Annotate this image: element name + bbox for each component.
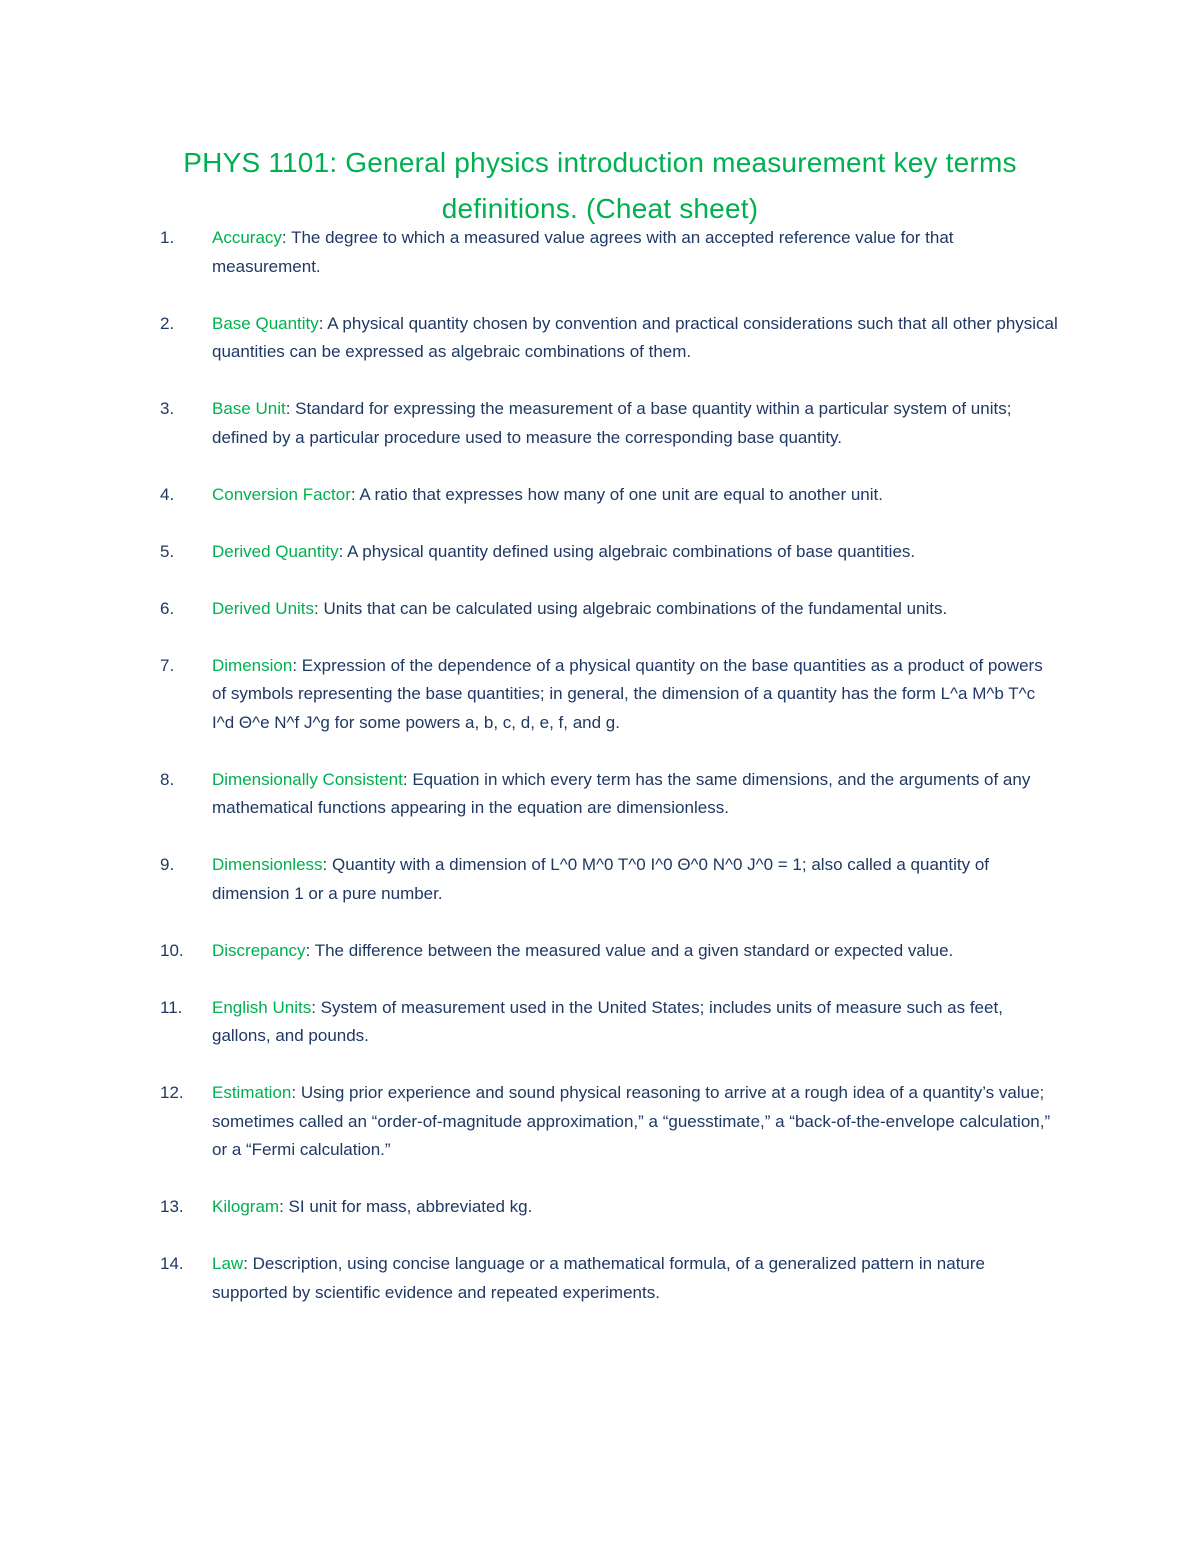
term-item-kilogram: 13. Kilogram: SI unit for mass, abbreviated kg. [160,1193,1060,1222]
term-definition: Using prior experience and sound physical reasoning to arrive at a rough idea of a quantity’s value; sometimes called an “order-of-magnitude approximation,” a “guesstimate,” a “back-of-the-envelope calculation,” or a “Fermi calculation.” [212,1083,1051,1159]
term-name: Dimensionally Consistent [212,769,403,789]
term-name: Derived Quantity [212,541,339,561]
term-definition: Expression of the dependence of a physical quantity on the base quantities as a product of powers of symbols representing the base quantities; in general, the dimension of a quantity has the form L^a M^b T^c I^d Θ^e N^f J^g for some powers a, b, c, d, e, f, and g. [212,655,1043,732]
term-number: 8. [160,769,175,789]
term-item-base-unit: 3. Base Unit: Standard for expressing the measurement of a base quantity within a particular system of units; defined by a particular procedure used to measure the corresponding base quantity. [160,395,1060,452]
term-name: Dimension [212,655,293,675]
term-number: 14. [160,1254,184,1273]
term-definition: Equation in which every term has the same dimensions, and the arguments of any mathematical functions appearing in the equation are dimensionless. [212,769,1031,817]
term-name: Base Unit [212,399,286,418]
term-name: Dimensionless [212,855,323,874]
term-item-accuracy: 1. Accuracy: The degree to which a measured value agrees with an accepted reference value for that measurement. [160,224,1060,281]
term-name: Kilogram [212,1197,280,1216]
term-definition: Standard for expressing the measurement of a base quantity within a particular system of units; defined by a particular procedure used to measure the corresponding base quantity. [212,399,1012,447]
term-name: Law [212,1254,244,1273]
term-list [160,224,1060,1336]
term-item-derived-quantity: 5. Derived Quantity: A physical quantity defined using algebraic combinations of base quantities. [160,538,1060,567]
term-name: Base Quantity [212,313,319,333]
term-definition: A physical quantity defined using algebraic combinations of base quantities. [343,541,916,561]
term-number: 2. [160,313,175,333]
term-name: Derived Units [212,598,315,618]
term-item-dimensionless: 9. Dimensionless: Quantity with a dimension of L^0 M^0 T^0 I^0 Θ^0 N^0 J^0 = 1; also called a quantity of dimension 1 or a pure number. [160,851,1060,908]
term-number: 13. [160,1197,184,1216]
term-number: 5. [160,541,175,561]
term-name: Conversion Factor [212,484,351,504]
term-number: 1. [160,228,175,247]
term-item-derived-units: 6. Derived Units: Units that can be calculated using algebraic combinations of the fundamental units. [160,595,1060,624]
term-number: 11. [160,997,183,1017]
term-number: 9. [160,855,175,874]
term-item-dimensionally-consistent: 8. Dimensionally Consistent: Equation in which every term has the same dimensions, and the arguments of any mathematical functions appearing in the equation are dimensionless. [160,766,1060,823]
term-name: Estimation [212,1083,292,1102]
term-item-base-quantity: 2. Base Quantity: A physical quantity chosen by convention and practical considerations such that all other physical quantities can be expressed as algebraic combinations of them. [160,310,1060,367]
term-definition: The difference between the measured value and a given standard or expected value. [310,940,954,960]
term-name: English Units [212,997,312,1017]
term-definition: A physical quantity chosen by convention and practical considerations such that all other physical quantities can be expressed as algebraic combinations of them. [212,313,1058,361]
document-title: PHYS 1101: General physics introduction measurement key terms definitions. (Cheat sheet) [183,147,1017,224]
term-definition: Units that can be calculated using algebraic combinations of the fundamental units. [318,598,948,618]
term-number: 7. [160,655,175,675]
term-definition: System of measurement used in the United States; includes units of measure such as feet, gallons, and pounds. [212,997,1003,1045]
term-number: 12. [160,1083,184,1102]
term-item-discrepancy: 10. Discrepancy: The difference between the measured value and a given standard or expected value. [160,937,1060,966]
term-definition: A ratio that expresses how many of one unit are equal to another unit. [355,484,883,504]
term-number: 10. [160,940,184,960]
term-item-english-units: 11. English Units: System of measurement used in the United States; includes units of measure such as feet, gallons, and pounds. [160,994,1060,1051]
term-number: 6. [160,598,175,618]
term-definition: Description, using concise language or a mathematical formula, of a generalized pattern in nature supported by scientific evidence and repeated experiments. [212,1254,986,1302]
term-definition: The degree to which a measured value agrees with an accepted reference value for that measurement. [212,228,954,276]
term-name: Accuracy [212,228,282,247]
term-item-dimension: 7. Dimension: Expression of the dependence of a physical quantity on the base quantities as a product of powers of symbols representing the base quantities; in general, the dimension of a quantity has the form L^a M^b T^c I^d Θ^e N^f J^g for some powers a, b, c, d, e, f, and g. [160,652,1060,738]
term-item-conversion-factor: 4. Conversion Factor: A ratio that expresses how many of one unit are equal to another unit. [160,481,1060,510]
term-name: Discrepancy [212,940,306,960]
term-number: 3. [160,399,175,418]
term-item-law: 14. Law: Description, using concise language or a mathematical formula, of a generalized pattern in nature supported by scientific evidence and repeated experiments. [160,1250,1060,1307]
term-definition: Quantity with a dimension of L^0 M^0 T^0 I^0 Θ^0 N^0 J^0 = 1; also called a quantity of dimension 1 or a pure number. [212,855,990,903]
term-item-estimation: 12. Estimation: Using prior experience and sound physical reasoning to arrive at a rough idea of a quantity’s value; sometimes called an “order-of-magnitude approximation,” a “guesstimate,” a “back-of-the-envelope calculation,” or a “Fermi calculation.” [160,1079,1060,1165]
term-definition: SI unit for mass, abbreviated kg. [283,1197,533,1216]
term-number: 4. [160,484,175,504]
